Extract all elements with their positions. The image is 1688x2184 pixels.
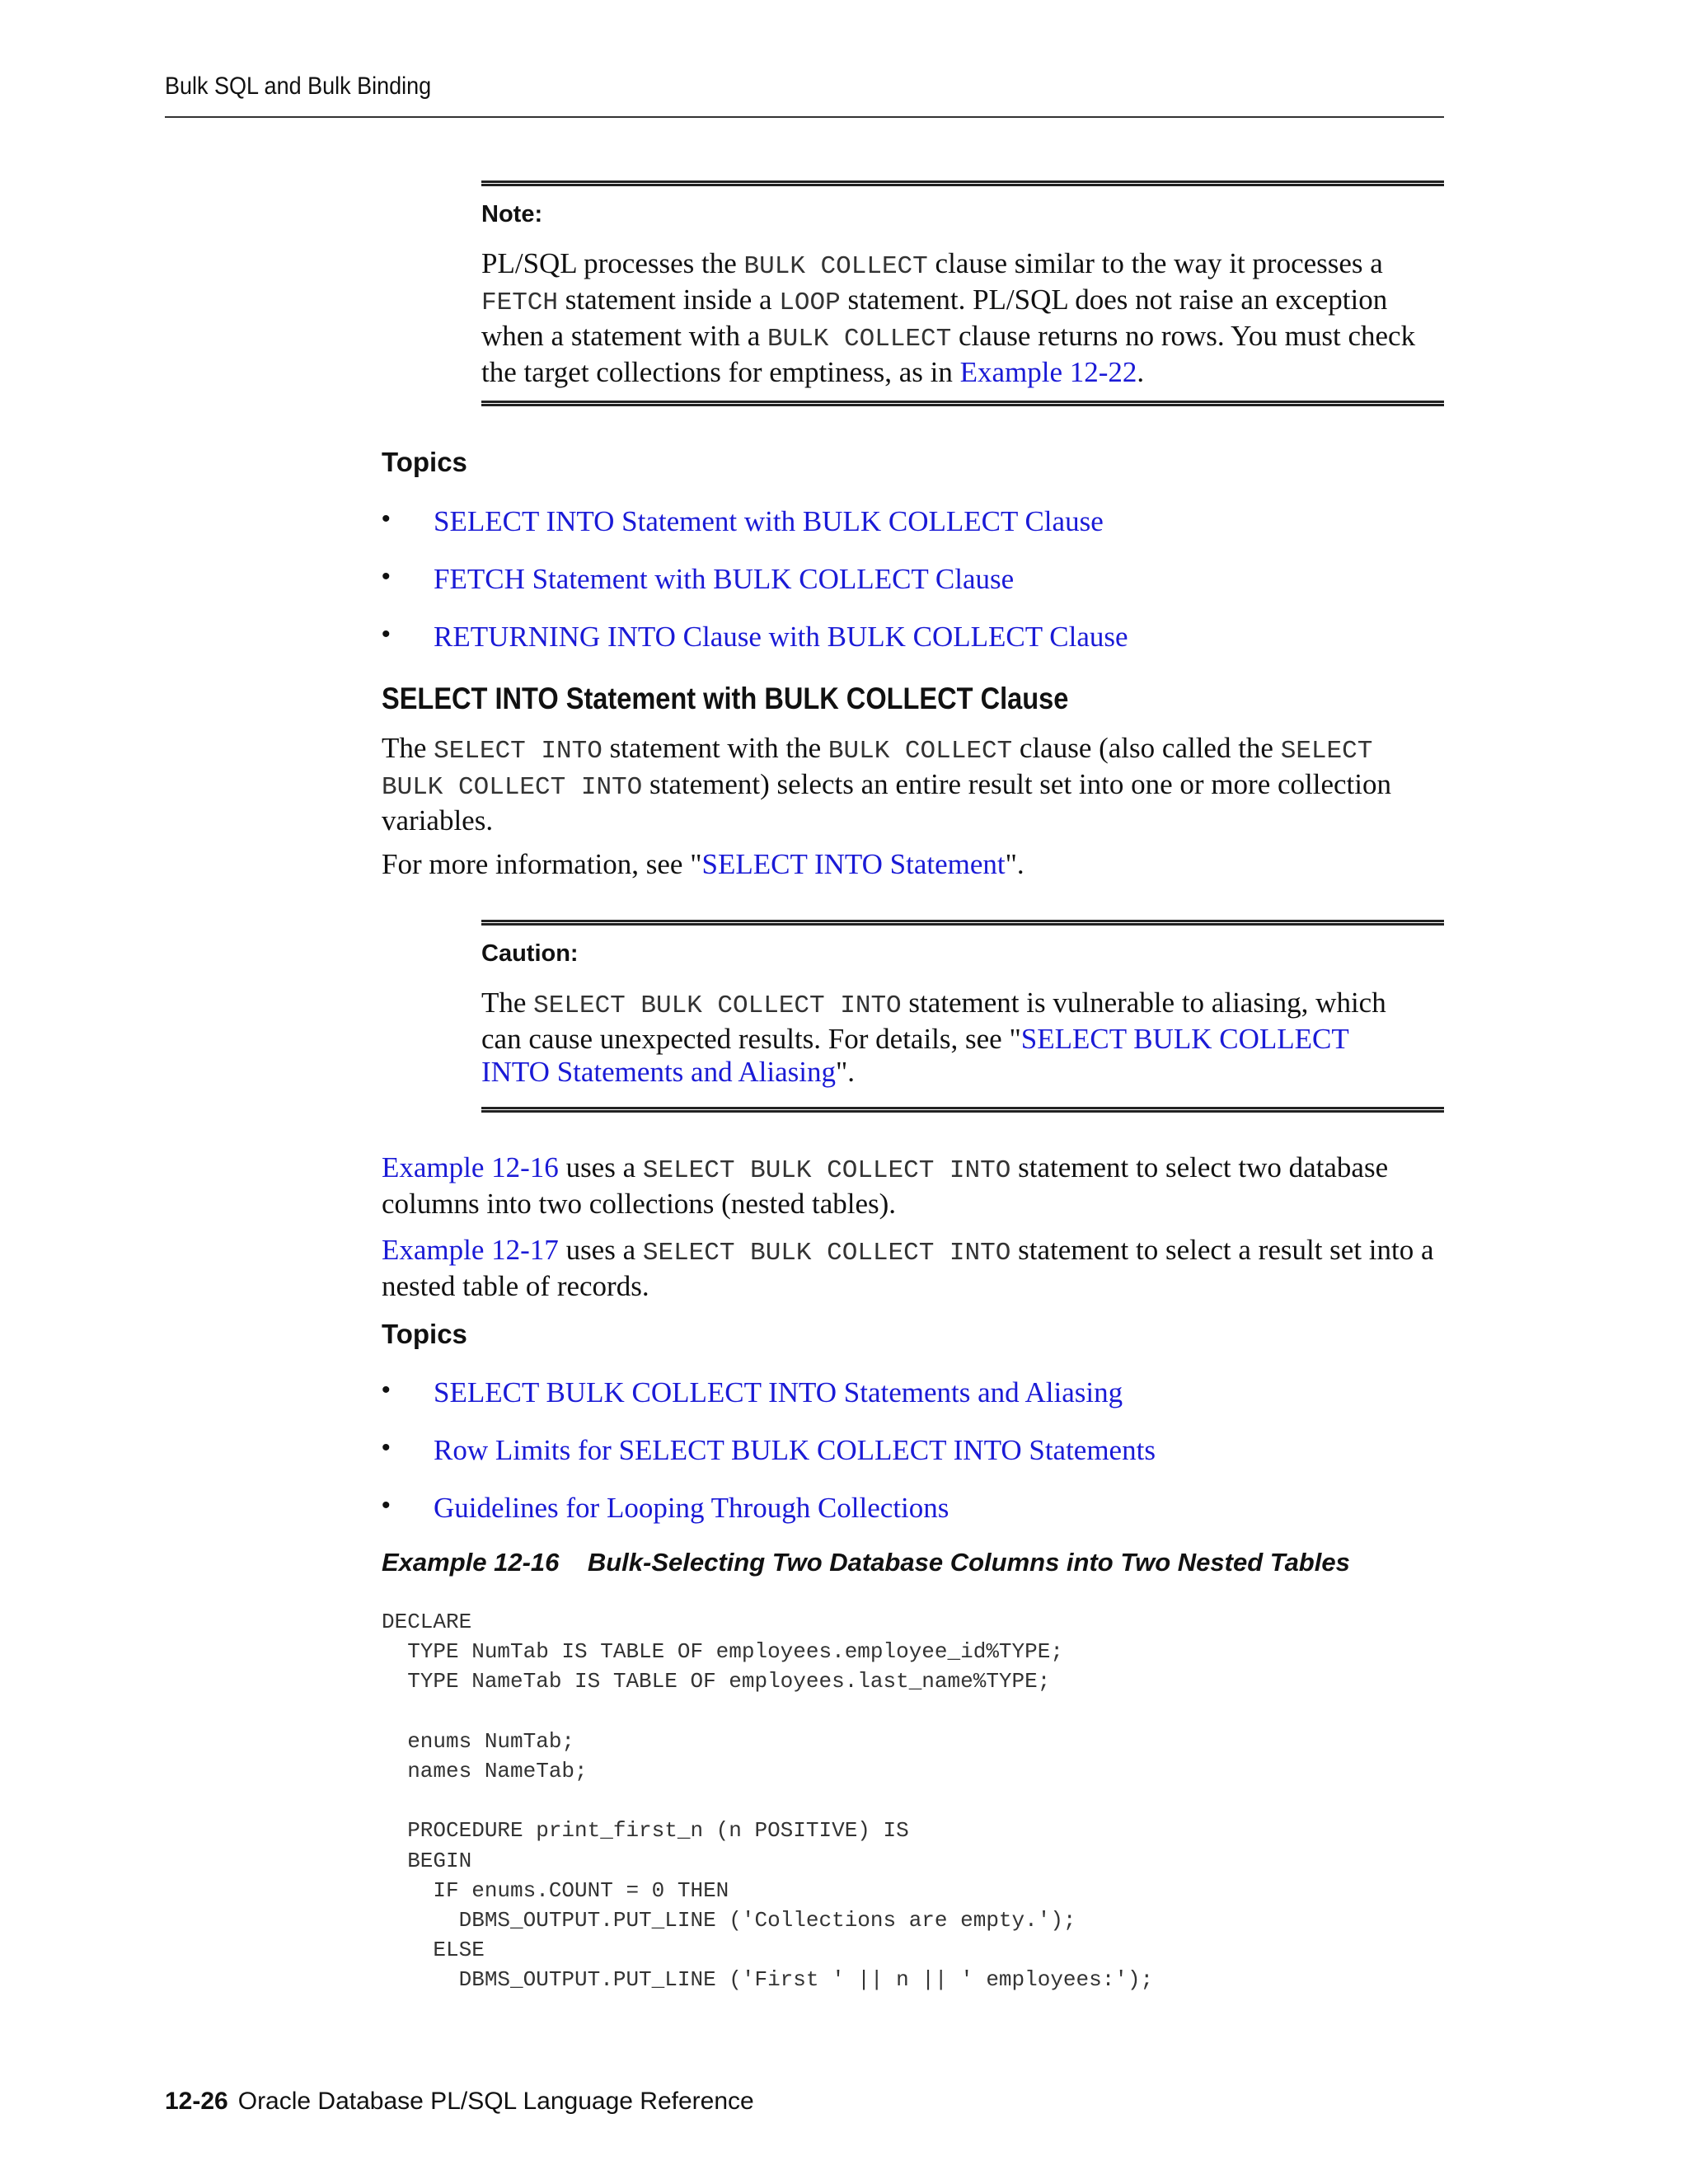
code-listing: DECLARE TYPE NumTab IS TABLE OF employees.employee_id%TYPE; TYPE NameTab IS TABLE OF employees.last_name%TYPE; enums NumTab; names NameTab; PROCEDURE print_first_n (n POSITIVE) IS BEGIN IF enums.COUNT = 0 THEN DBMS_OUTPUT.PUT_LINE ('Collections are empty.'); ELSE DBMS_OUTPUT.PUT_LINE ('First ' || n || ' employees:'); (382, 1610, 1154, 1993)
running-header: Bulk SQL and Bulk Binding (165, 73, 432, 100)
caution-title: Caution: (481, 940, 579, 967)
note-top-rule (481, 180, 1444, 186)
document-page: Bulk SQL and Bulk Binding Note: PL/SQL processes the BULK COLLECT clause similar to the way it processes a FETCH statement inside a LOOP statement. PL/SQL does not raise an exception when a statement with a BULK COLLECT clause returns no rows. You must check the target collections for emptiness, as in Example 12-22. Topics • SELECT INTO Statement with BULK COLLECT Clause • FETCH Statement with BULK COLLECT Clause • RETURNING INTO Clause with BULK COLLECT Clause SELECT INTO Statement with BULK COLLECT Clause The SELECT INTO statement with the BULK COLLECT clause (also called the SELECT BULK COLLECT INTO statement) selects an entire result set into one or more collection variables. For more information, see "SELECT INTO Statement". Caution: The SELECT BULK COLLECT INTO statement is vulnerable to aliasing, which can cause unexpected results. For details, see "SELECT BULK COLLECT INTO Statements and Aliasing". Example 12-16 uses a SELECT BULK COLLECT INTO statement to select two database columns into two collections (nested tables). Example 12-17 uses a SELECT BULK COLLECT INTO statement to select a result set into a nested table of records. Topics • SELECT BULK COLLECT INTO Statements and Aliasing • Row Limits for SELECT BULK COLLECT INTO Statements • Guidelines for Looping Through Collections Example 12-16 Bulk-Selecting Two Database Columns into Two Nested Tables DECLARE TYPE NumTab IS TABLE OF employees.employee_id%TYPE; TYPE NameTab IS TABLE OF employees.last_name%TYPE; enums NumTab; names NameTab; PROCEDURE print_first_n (n POSITIVE) IS BEGIN IF enums.COUNT = 0 THEN DBMS_OUTPUT.PUT_LINE ('Collections are empty.'); ELSE DBMS_OUTPUT.PUT_LINE ('First ' || n || ' employees:'); 12-26 Oracle Database PL/SQL Language Reference (0, 0, 1688, 2184)
link-example-12-17[interactable]: Example 12-17 (382, 1234, 559, 1266)
note-title: Note: (481, 201, 543, 227)
inline-code: BULK COLLECT (767, 325, 952, 354)
caution-top-rule (481, 920, 1444, 926)
page-footer (165, 2088, 754, 2116)
example-16-paragraph: Example 12-16 uses a SELECT BULK COLLECT INTO statement to select two database columns into two collections (nested tables). (382, 1151, 1389, 1220)
example-17-paragraph: Example 12-17 uses a SELECT BULK COLLECT INTO statement to select a result set into a nested table of records. (382, 1234, 1434, 1302)
caution-body: The SELECT BULK COLLECT INTO statement is vulnerable to aliasing, which can cause unexpected results. For details, see "SELECT BULK COLLECT INTO Statements and Aliasing". (481, 987, 1386, 1088)
note-bottom-rule (481, 401, 1444, 406)
link-example-12-22[interactable]: Example 12-22 (959, 356, 1137, 388)
bullet-icon: • (382, 563, 391, 590)
link-aliasing[interactable]: SELECT BULK COLLECT INTO Statements and Aliasing (481, 1023, 1349, 1088)
book-title: Oracle Database PL/SQL Language Reference (237, 2088, 754, 2115)
topics-heading: Topics (382, 447, 467, 477)
inline-code: BULK COLLECT (743, 252, 928, 281)
bullet-icon: • (382, 621, 391, 648)
inline-code: SELECT BULK COLLECT INTO (382, 737, 1373, 802)
bullet-icon: • (382, 1492, 391, 1519)
more-info-paragraph: For more information, see "SELECT INTO Statement". (382, 848, 1025, 880)
inline-code: SELECT BULK COLLECT INTO (642, 1156, 1011, 1185)
example-title: Example 12-16 Bulk-Selecting Two Database Columns into Two Nested Tables (382, 1548, 1350, 1577)
bullet-icon: • (382, 505, 391, 532)
note-body: PL/SQL processes the BULK COLLECT clause similar to the way it processes a FETCH statement inside a LOOP statement. PL/SQL does not raise an exception when a statement with a BULK COLLECT clause returns no rows. You must check the target collections for emptiness, as in Example 12-22. (481, 247, 1416, 388)
topics-heading: Topics (382, 1319, 467, 1349)
link-example-12-16[interactable]: Example 12-16 (382, 1151, 559, 1183)
header-rule (165, 116, 1444, 118)
inline-code: SELECT BULK COLLECT INTO (533, 991, 902, 1020)
page-number: 12-26 (165, 2088, 228, 2115)
caution-bottom-rule (481, 1107, 1444, 1113)
inline-code: SELECT INTO (434, 737, 603, 766)
inline-code: FETCH (481, 288, 559, 317)
bullet-icon: • (382, 1434, 391, 1461)
inline-code: LOOP (779, 288, 841, 317)
inline-code: BULK COLLECT (828, 737, 1013, 766)
inline-code: SELECT BULK COLLECT INTO (642, 1239, 1011, 1268)
link-select-into-statement[interactable]: SELECT INTO Statement (701, 848, 1006, 880)
section-heading: SELECT INTO Statement with BULK COLLECT Clause (382, 682, 1069, 715)
section-paragraph: The SELECT INTO statement with the BULK COLLECT clause (also called the SELECT BULK COLLECT INTO statement) selects an entire result set into one or more collection variables. (382, 732, 1391, 837)
bullet-icon: • (382, 1376, 391, 1404)
